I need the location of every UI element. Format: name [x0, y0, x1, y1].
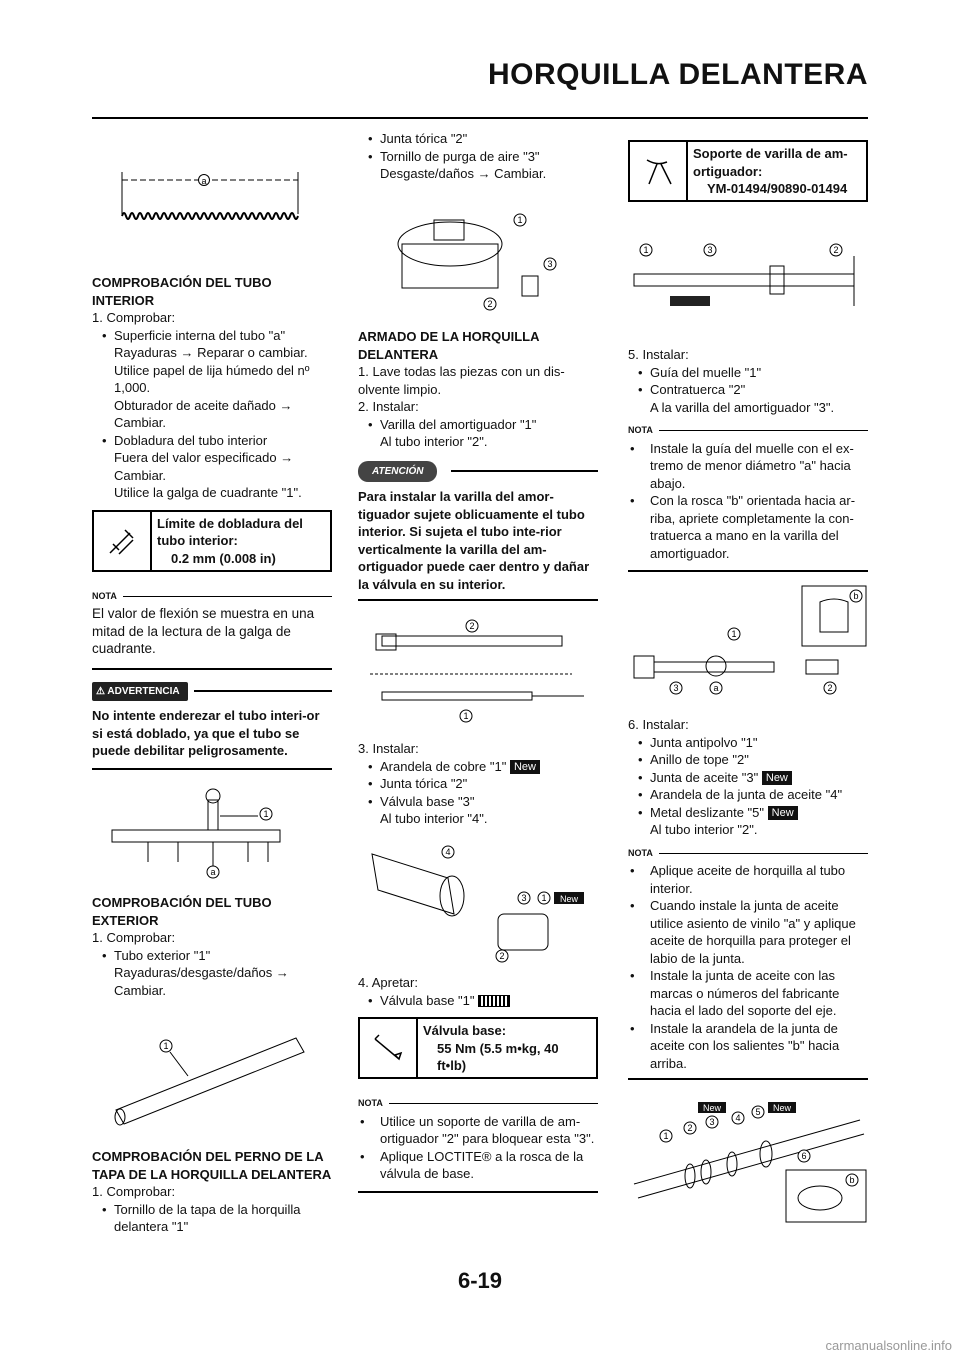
- callout-2: 2: [833, 245, 839, 255]
- callout-4: 4: [735, 1113, 741, 1123]
- callout-a: a: [210, 867, 216, 877]
- warning-header: [92, 682, 332, 702]
- seal-install-illustration: [630, 1100, 870, 1224]
- base-valve-illustration: [368, 834, 598, 964]
- tool-label: Soporte de varilla de am-ortiguador:: [693, 146, 848, 179]
- step6-line1: Al tubo interior "2".: [650, 822, 758, 837]
- damper-rod-illustration: [362, 612, 592, 724]
- divider: [628, 570, 868, 572]
- attention-badge: ATENCIÓN: [358, 461, 437, 483]
- callout-2: 2: [687, 1123, 693, 1133]
- callout-a: a: [713, 683, 719, 693]
- callout-1: 1: [643, 245, 649, 255]
- new-badge-small: New: [559, 894, 579, 904]
- page-title: HORQUILLA DELANTERA: [487, 58, 868, 91]
- spec-box-base-valve: [358, 1017, 598, 1079]
- callout-4: 4: [445, 847, 451, 857]
- note-header: NOTA: [628, 845, 868, 863]
- callout-3: 3: [521, 893, 527, 903]
- assembly-step1: 1. Lave todas las piezas con un dis-olvente limpio.: [358, 364, 565, 397]
- warning-triangle-icon: ⚠: [96, 685, 105, 697]
- callout-1: 1: [541, 893, 547, 903]
- divider: [358, 599, 598, 601]
- tool-value: YM-01494/90890-01494: [707, 181, 848, 196]
- cap-bolt-heading: COMPROBACIÓN DEL PERNO DE LA TAPA DE LA HORQUILLA DELANTERA: [92, 1149, 332, 1182]
- step6-bullet1: • Junta antipolvo "1": [638, 734, 758, 750]
- outer-tube-section: [92, 894, 332, 999]
- column-2-step3: [358, 740, 598, 828]
- step5: 5. Instalar:: [628, 347, 689, 362]
- spec-label: Válvula base:: [423, 1023, 507, 1038]
- step6-bullet3: • Junta de aceite "3" New: [628, 769, 868, 787]
- step3-bullet2: • Junta tórica "2": [368, 776, 468, 791]
- rod-holder-illustration: [630, 236, 870, 326]
- note-bullet1: • Utilice un soporte de varilla de am-ortiguador "2" para bloquear esta "3".: [360, 1113, 595, 1146]
- new-badge: New: [768, 806, 798, 820]
- inner-bullet1: • Superficie interna del tubo "a": [102, 327, 286, 343]
- callout-2: 2: [827, 683, 833, 693]
- page-number: 6-19: [457, 1268, 503, 1293]
- inner-b1-line1: Rayaduras → Reparar o cambiar.: [114, 345, 308, 360]
- column-3-step5: [628, 346, 868, 572]
- step2-bullet: • Varilla del amortiguador "1": [368, 416, 537, 432]
- spring-guide-illustration: [630, 582, 870, 702]
- cap-bolt-section: [92, 1148, 332, 1236]
- header-rule: [92, 117, 868, 119]
- cap-step1: 1. Comprobar:: [92, 1184, 176, 1199]
- callout-3: 3: [707, 245, 713, 255]
- divider: [358, 1191, 598, 1193]
- inner-b1-line2: Utilice papel de lija húmedo del nº 1,000.: [114, 362, 310, 395]
- wrench-spec-icon: [94, 512, 152, 570]
- bleed-line1: Desgaste/daños → Cambiar.: [380, 166, 547, 181]
- callout-3: 3: [673, 683, 679, 693]
- step6-bullet2: • Anillo de tope "2": [638, 752, 749, 767]
- callout-b: b: [853, 591, 859, 601]
- callout-5: 5: [755, 1107, 761, 1117]
- step2-line1: Al tubo interior "2".: [380, 434, 488, 449]
- note-bullet2: • Aplique LOCTITE® a la rosca de la válvula de base.: [360, 1148, 584, 1181]
- note1-bullet2: • Con la rosca "b" orientada hacia ar-riba, apriete completamente la con-tratuerca a mano en la varilla del amortiguador.: [630, 493, 856, 561]
- step3-bullet3: • Válvula base "3": [368, 793, 475, 809]
- column-1: [92, 274, 332, 770]
- spec-box-bend-limit: [92, 510, 332, 572]
- callout-1: 1: [663, 1131, 669, 1141]
- spec-label: Límite de dobladura del tubo interior:: [157, 515, 303, 548]
- inner-b2-line1: Fuera del valor especificado → Cambiar.: [114, 450, 294, 483]
- column-3-step6: [628, 716, 868, 1080]
- divider: [92, 668, 332, 670]
- torque-spec-icon: [360, 1019, 418, 1077]
- bullet-oring: • Junta tórica "2": [368, 131, 468, 146]
- note-header: NOTA: [628, 422, 868, 440]
- callout-a: a: [201, 176, 207, 186]
- special-tool-icon: [630, 142, 688, 200]
- attention-text: Para instalar la varilla del amor-tiguador sujete oblicuamente el tubo interior. Si sujeta el tubo inte-rior verticalmente la varilla del am-ortiguador puede caer dentro y dañar la válvula en su interior.: [358, 489, 590, 592]
- step3-line1: Al tubo interior "4".: [380, 811, 488, 826]
- column-3-top: [628, 140, 868, 202]
- divider: [92, 768, 332, 770]
- inner-b2-line2: Utilice la galga de cuadrante "1".: [114, 485, 302, 500]
- inner-step1: 1. Comprobar:: [92, 310, 176, 325]
- step3-bullet1: • Arandela de cobre "1" New: [358, 758, 598, 776]
- note2-bullet4: • Instale la arandela de la junta de aceite con los salientes "b" hacia arriba.: [630, 1020, 840, 1071]
- note1-bullet1: • Instale la guía del muelle con el ex-tremo de menor diámetro "a" hacia abajo.: [630, 440, 854, 491]
- step6-bullet4: • Arandela de la junta de aceite "4": [638, 787, 843, 802]
- assembly-step2: 2. Instalar:: [358, 399, 419, 414]
- note2-bullet2: • Cuando instale la junta de aceite utilice asiento de vinilo "a" y aplique aceite de horquilla para proteger el labio de la junta.: [630, 898, 856, 966]
- column-2-top: [358, 130, 598, 183]
- note-header: NOTA: [92, 588, 332, 606]
- callout-1: 1: [517, 215, 523, 225]
- note2-bullet1: • Aplique aceite de horquilla al tubo interior.: [630, 863, 846, 896]
- callout-2: 2: [487, 299, 493, 309]
- callout-1: 1: [463, 711, 469, 721]
- step4-bullet1: • Válvula base "1": [358, 992, 598, 1010]
- spec-value: 55 Nm (5.5 m•kg, 40 ft•lb): [437, 1040, 559, 1073]
- step6: 6. Instalar:: [628, 717, 689, 732]
- outer-b1-line1: Rayaduras/desgaste/daños → Cambiar.: [114, 965, 289, 998]
- note2-bullet3: • Instale la junta de aceite con las marcas o números del fabricante hacia el lado del soporte del eje.: [630, 968, 840, 1018]
- callout-1: 1: [163, 1041, 169, 1051]
- bullet-bleed-screw: • Tornillo de purga de aire "3": [368, 148, 540, 164]
- inner-tube-heading: COMPROBACIÓN DEL TUBO INTERIOR: [92, 275, 272, 308]
- step5-bullet2: • Contratuerca "2": [638, 382, 746, 397]
- outer-step1: 1. Comprobar:: [92, 930, 176, 945]
- callout-b: b: [849, 1175, 855, 1185]
- cap-bullet1: • Tornillo de la tapa de la horquilla delantera "1": [102, 1201, 301, 1234]
- note-text: El valor de flexión se muestra en una mitad de la lectura de la galga de cuadrante.: [92, 606, 315, 656]
- watermark: carmanualsonline.info: [825, 1338, 952, 1353]
- callout-3: 3: [547, 259, 553, 269]
- column-2-assembly: [358, 328, 598, 601]
- inner-tube-scratch-illustration: [112, 168, 312, 230]
- spec-value: 0.2 mm (0.008 in): [171, 550, 276, 566]
- dial-gauge-illustration: [108, 786, 288, 882]
- new-badge-small: New: [772, 1103, 792, 1113]
- divider: [628, 1078, 868, 1080]
- tool-box: [628, 140, 868, 202]
- column-2-step4: [358, 974, 598, 1193]
- callout-1: 1: [263, 809, 269, 819]
- outer-bullet1: • Tubo exterior "1": [102, 947, 211, 963]
- step4: 4. Apretar:: [358, 975, 418, 990]
- callout-2: 2: [469, 621, 475, 631]
- new-badge: New: [762, 771, 792, 785]
- outer-tube-illustration: [108, 1030, 308, 1130]
- assembly-heading: ARMADO DE LA HORQUILLA DELANTERA: [358, 329, 540, 362]
- warning-badge: ⚠ ADVERTENCIA: [92, 682, 188, 702]
- torque-wrench-icon: [478, 995, 510, 1007]
- attention-header: [358, 461, 598, 483]
- step5-line1: A la varilla del amortiguador "3".: [650, 399, 835, 415]
- step5-bullet1: • Guía del muelle "1": [638, 364, 762, 380]
- step6-bullet5: • Metal deslizante "5" New: [628, 804, 868, 822]
- callout-2: 2: [499, 951, 505, 961]
- cap-bolt-illustration: [390, 200, 570, 312]
- callout-1: 1: [731, 629, 737, 639]
- new-badge: New: [510, 760, 540, 774]
- inner-b1-line3: Obturador de aceite dañado → Cambiar.: [114, 397, 293, 430]
- note-header: NOTA: [358, 1095, 598, 1113]
- callout-3: 3: [709, 1117, 715, 1127]
- new-badge-small: New: [702, 1103, 722, 1113]
- callout-6: 6: [801, 1151, 807, 1161]
- step3: 3. Instalar:: [358, 741, 419, 756]
- inner-bullet2: • Dobladura del tubo interior: [102, 432, 268, 448]
- outer-tube-heading: COMPROBACIÓN DEL TUBO EXTERIOR: [92, 895, 272, 928]
- warning-text: No intente enderezar el tubo interi-or si está doblado, ya que el tubo se puede debilitar peligrosamente.: [92, 708, 320, 758]
